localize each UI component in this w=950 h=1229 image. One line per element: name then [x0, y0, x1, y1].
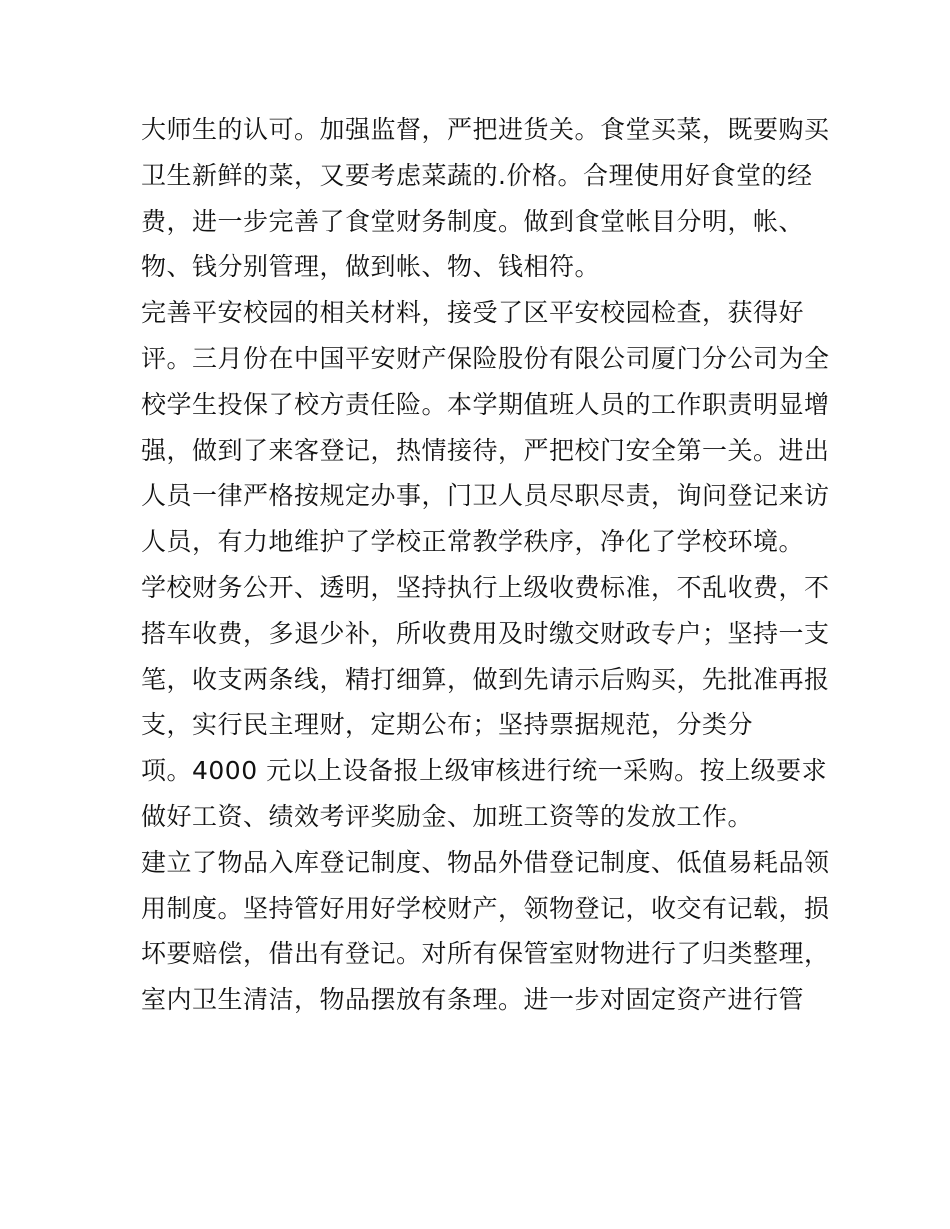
- text-line-6: 评。三月份在中国平安财产保险股份有限公司厦门分公司为全: [141, 343, 830, 373]
- document-body: [141, 107, 830, 1023]
- text-line-2: 卫生新鲜的菜，又要考虑菜蔬的.价格。合理使用好食堂的经: [141, 160, 813, 190]
- text-line-4: 物、钱分别管理，做到帐、物、钱相符。: [141, 252, 601, 282]
- text-line-5: 完善平安校园的相关材料，接受了区平安校园检查，获得好: [141, 298, 805, 328]
- text-line-17: 建立了物品入库登记制度、物品外借登记制度、低值易耗品领: [141, 847, 830, 877]
- text-line-12: 搭车收费，多退少补，所收费用及时缴交财政专户；坚持一支: [141, 618, 830, 648]
- text-line-13: 笔，收支两条线，精打细算，做到先请示后购买，先批准再报: [141, 664, 830, 694]
- text-line-1: 大师生的认可。加强监督，严把进货关。食堂买菜，既要购买: [141, 115, 830, 144]
- text-line-11: 学校财务公开、透明，坚持执行上级收费标准，不乱收费，不: [141, 572, 830, 602]
- text-line-10: 人员，有力地维护了学校正常教学秩序，净化了学校环境。: [141, 527, 805, 557]
- text-line-3: 费，进一步完善了食堂财务制度。做到食堂帐目分明，帐、: [141, 206, 805, 236]
- text-line-9: 人员一律严格按规定办事，门卫人员尽职尽责，询问登记来访: [141, 481, 830, 511]
- text-line-18: 用制度。坚持管好用好学校财产，领物登记，收交有记载，损: [141, 893, 830, 923]
- text-line-8: 强，做到了来客登记，热情接待，严把校门安全第一关。进出: [141, 435, 830, 465]
- text-line-15: 项。4000 元以上设备报上级审核进行统一采购。按上级要求: [141, 756, 828, 786]
- text-line-20: 室内卫生清洁，物品摆放有条理。进一步对固定资产进行管: [141, 985, 805, 1015]
- text-line-14: 支，实行民主理财，定期公布；坚持票据规范，分类分: [141, 710, 754, 740]
- text-line-7: 校学生投保了校方责任险。本学期值班人员的工作职责明显增: [141, 389, 830, 419]
- text-line-16: 做好工资、绩效考评奖励金、加班工资等的发放工作。: [141, 801, 754, 831]
- text-line-19: 坏要赔偿，借出有登记。对所有保管室财物进行了归类整理，: [141, 939, 830, 969]
